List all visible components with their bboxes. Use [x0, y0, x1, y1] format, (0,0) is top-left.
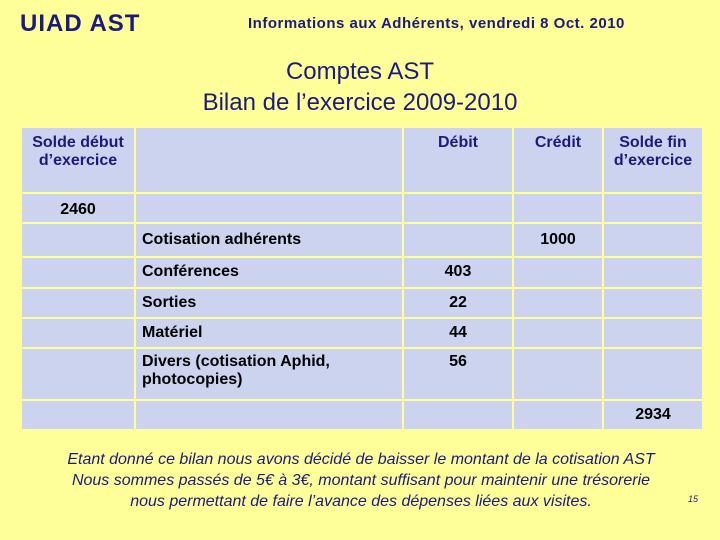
empty-cell	[403, 400, 513, 430]
empty-cell	[21, 348, 135, 400]
row-debit: 56	[403, 348, 513, 400]
empty-cell	[135, 193, 403, 223]
empty-cell	[603, 318, 703, 348]
empty-cell	[603, 257, 703, 288]
table-row	[21, 318, 703, 348]
empty-cell	[21, 288, 135, 318]
header-credit: Crédit	[513, 127, 603, 193]
empty-cell	[403, 193, 513, 223]
header-label-cell	[135, 127, 403, 193]
empty-cell	[603, 193, 703, 223]
note-text	[20, 449, 702, 512]
empty-cell	[603, 348, 703, 400]
row-label: Cotisation adhérents	[135, 223, 403, 257]
opening-balance-row	[21, 193, 703, 223]
empty-cell	[21, 257, 135, 288]
brand-logo-text: UIAD AST	[20, 10, 141, 37]
table-row	[21, 257, 703, 288]
balance-table	[20, 126, 704, 431]
title-line-2: Bilan de l’exercice 2009-2010	[202, 89, 518, 116]
table-row	[21, 223, 703, 257]
row-debit	[403, 223, 513, 257]
closing-balance-row	[21, 400, 703, 430]
empty-cell	[21, 223, 135, 257]
row-credit	[513, 257, 603, 288]
row-credit	[513, 318, 603, 348]
table-row	[21, 348, 703, 400]
empty-cell	[135, 400, 403, 430]
row-label: Matériel	[135, 318, 403, 348]
page-number: 15	[688, 494, 699, 504]
empty-cell	[603, 223, 703, 257]
title-line-1: Comptes AST	[285, 58, 435, 85]
empty-cell	[513, 400, 603, 430]
empty-cell	[513, 193, 603, 223]
row-debit: 22	[403, 288, 513, 318]
row-credit: 1000	[513, 223, 603, 257]
header-solde-fin: Solde fin d’exercice	[603, 127, 703, 193]
row-debit: 403	[403, 257, 513, 288]
note-line-1: Etant donné ce bilan nous avons décidé de baisser le montant de la cotisation AST	[67, 451, 655, 468]
note-line-2: Nous sommes passés de 5€ à 3€, montant suffisant pour maintenir une trésorerie	[71, 472, 651, 489]
opening-balance-value: 2460	[21, 193, 135, 223]
row-label: Divers (cotisation Aphid, photocopies)	[135, 348, 403, 400]
empty-cell	[21, 318, 135, 348]
closing-balance-value: 2934	[603, 400, 703, 430]
row-debit: 44	[403, 318, 513, 348]
table-row	[21, 288, 703, 318]
row-label: Conférences	[135, 257, 403, 288]
empty-cell	[603, 288, 703, 318]
row-label: Sorties	[135, 288, 403, 318]
header-solde-debut: Solde début d’exercice	[21, 127, 135, 193]
page-title	[0, 56, 720, 118]
header-info: Informations aux Adhérents, vendredi 8 Oct. 2010	[248, 15, 625, 32]
header-debit: Débit	[403, 127, 513, 193]
empty-cell	[21, 400, 135, 430]
row-credit	[513, 348, 603, 400]
note-line-3: nous permettant de faire l’avance des dépenses liées aux visites.	[130, 493, 592, 510]
table-header-row	[21, 127, 703, 193]
row-credit	[513, 288, 603, 318]
